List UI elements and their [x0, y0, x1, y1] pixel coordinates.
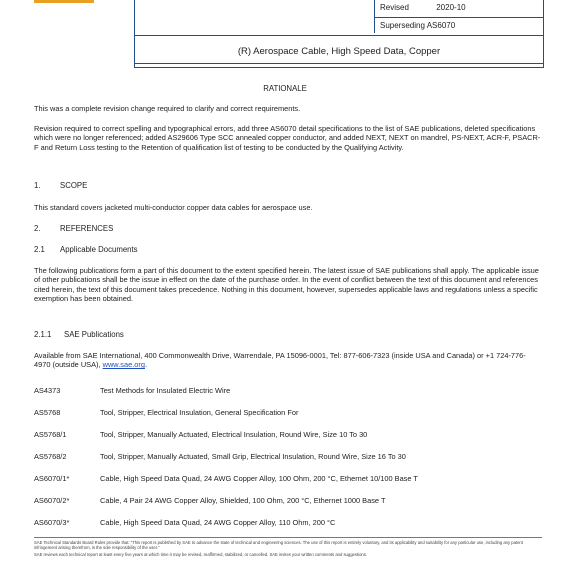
- footer-disclaimer: SAE Technical Standards Board Rules provide that: "This report is published by SAE to advance the state of technical and engineering sciences. The use of this report is entirely voluntary, and its applicability and suitability for any particular use, including any patent infringement arising therefrom, is the sole responsibility of the user.": [34, 540, 523, 551]
- applicable-documents-number: 2.1: [34, 245, 45, 254]
- rationale-paragraph-1: This was a complete revision change required to clarify and correct requirements.: [34, 104, 301, 113]
- sae-text-end: .: [144, 360, 147, 370]
- publication-title: Cable, High Speed Data Quad, 24 AWG Copper Alloy, 100 Ohm, 200 °C, Ethernet 10/100 Base T: [100, 474, 418, 483]
- rationale-paragraph-2: Revision required to correct spelling and typographical errors, add three AS6070 detail specifications to the list of SAE publications, deleted specifications which were no longer referenced; added AS29606 Type SCC annealed copper conductor, and added NEXT, NEXT on mandrel, PS-NEXT, ACR-F, PSACR-F and Return Loss testing to the Retention of qualification list of testing to be conducted by the Qualifying Activity.: [34, 124, 541, 152]
- sae-publications-text: [34, 351, 542, 370]
- scope-number: 1.: [34, 181, 41, 190]
- references-number: 2.: [34, 224, 41, 233]
- list-item: [34, 452, 544, 474]
- publication-code: AS6070/1*: [34, 474, 70, 483]
- applicable-documents-text: The following publications form a part of this document to the extent specified herein. The latest issue of SAE publications shall apply. The applicable issue of other publications shall be the issue in effect on the date of the purchase order. In the event of conflict between the text of this document and references cited herein, the text of this document takes precedence. Nothing in this document, however, supersedes applicable laws and regulations unless a specific exemption has been obtained.: [34, 266, 539, 304]
- sae-logo-mark: [34, 0, 94, 3]
- publication-title: Tool, Stripper, Electrical Insulation, General Specification For: [100, 408, 299, 417]
- scope-heading: [34, 181, 87, 190]
- sae-address-text: Available from SAE International, 400 Commonwealth Drive, Warrendale, PA 15096-0001, Tel: 877-606-7323 (inside USA and Canada) or +1 724-776-4970 (outside USA),: [34, 351, 526, 370]
- footer-review-note: SAE reviews each technical report at least every five years at which time it may be revised, reaffirmed, stabilized, or cancelled. SAE invites your written comments and suggestions.: [34, 552, 367, 557]
- revised-value: 2020-10: [436, 3, 466, 12]
- publication-code: AS6070/2*: [34, 496, 70, 505]
- applicable-documents-heading: [34, 245, 138, 254]
- publication-title: Tool, Stripper, Manually Actuated, Electrical Insulation, Round Wire, Size 10 To 30: [100, 430, 368, 439]
- list-item: [34, 386, 544, 408]
- revised-label: Revised: [380, 3, 409, 12]
- publication-title: Test Methods for Insulated Electric Wire: [100, 386, 231, 395]
- references-title: REFERENCES: [60, 224, 114, 233]
- scope-title: SCOPE: [60, 181, 88, 190]
- publication-code: AS5768/1: [34, 430, 67, 439]
- sae-website-link[interactable]: www.sae.org: [102, 360, 145, 370]
- list-item: [34, 430, 544, 452]
- rationale-heading: RATIONALE: [263, 84, 307, 93]
- scope-text: This standard covers jacketed multi-conductor copper data cables for aerospace use.: [34, 203, 313, 212]
- applicable-documents-title: Applicable Documents: [60, 245, 138, 254]
- list-item: [34, 496, 544, 518]
- publication-list: [34, 386, 544, 540]
- publication-title: Cable, 4 Pair 24 AWG Copper Alloy, Shielded, 100 Ohm, 200 °C, Ethernet 1000 Base T: [100, 496, 386, 505]
- revised-row: [380, 3, 466, 12]
- sae-publications-number: 2.1.1: [34, 330, 52, 339]
- sae-publications-title: SAE Publications: [64, 330, 124, 339]
- list-item: [34, 408, 544, 430]
- publication-code: AS6070/3*: [34, 518, 70, 527]
- references-heading: [34, 224, 113, 233]
- publication-title: Cable, High Speed Data Quad, 24 AWG Copper Alloy, 110 Ohm, 200 °C: [100, 518, 336, 527]
- header-row-rule: [374, 17, 544, 18]
- publication-title: Tool, Stripper, Manually Actuated, Small Grip, Electrical Insulation, Round Wire, Size 16 To 30: [100, 452, 406, 461]
- document-title: (R) Aerospace Cable, High Speed Data, Copper: [134, 35, 544, 68]
- publication-code: AS5768: [34, 408, 61, 417]
- superseding-row: Superseding AS6070: [380, 21, 456, 30]
- footer-divider: [34, 537, 542, 538]
- list-item: [34, 474, 544, 496]
- publication-code: AS4373: [34, 386, 61, 395]
- publication-code: AS5768/2: [34, 452, 67, 461]
- sae-publications-heading: [34, 330, 124, 339]
